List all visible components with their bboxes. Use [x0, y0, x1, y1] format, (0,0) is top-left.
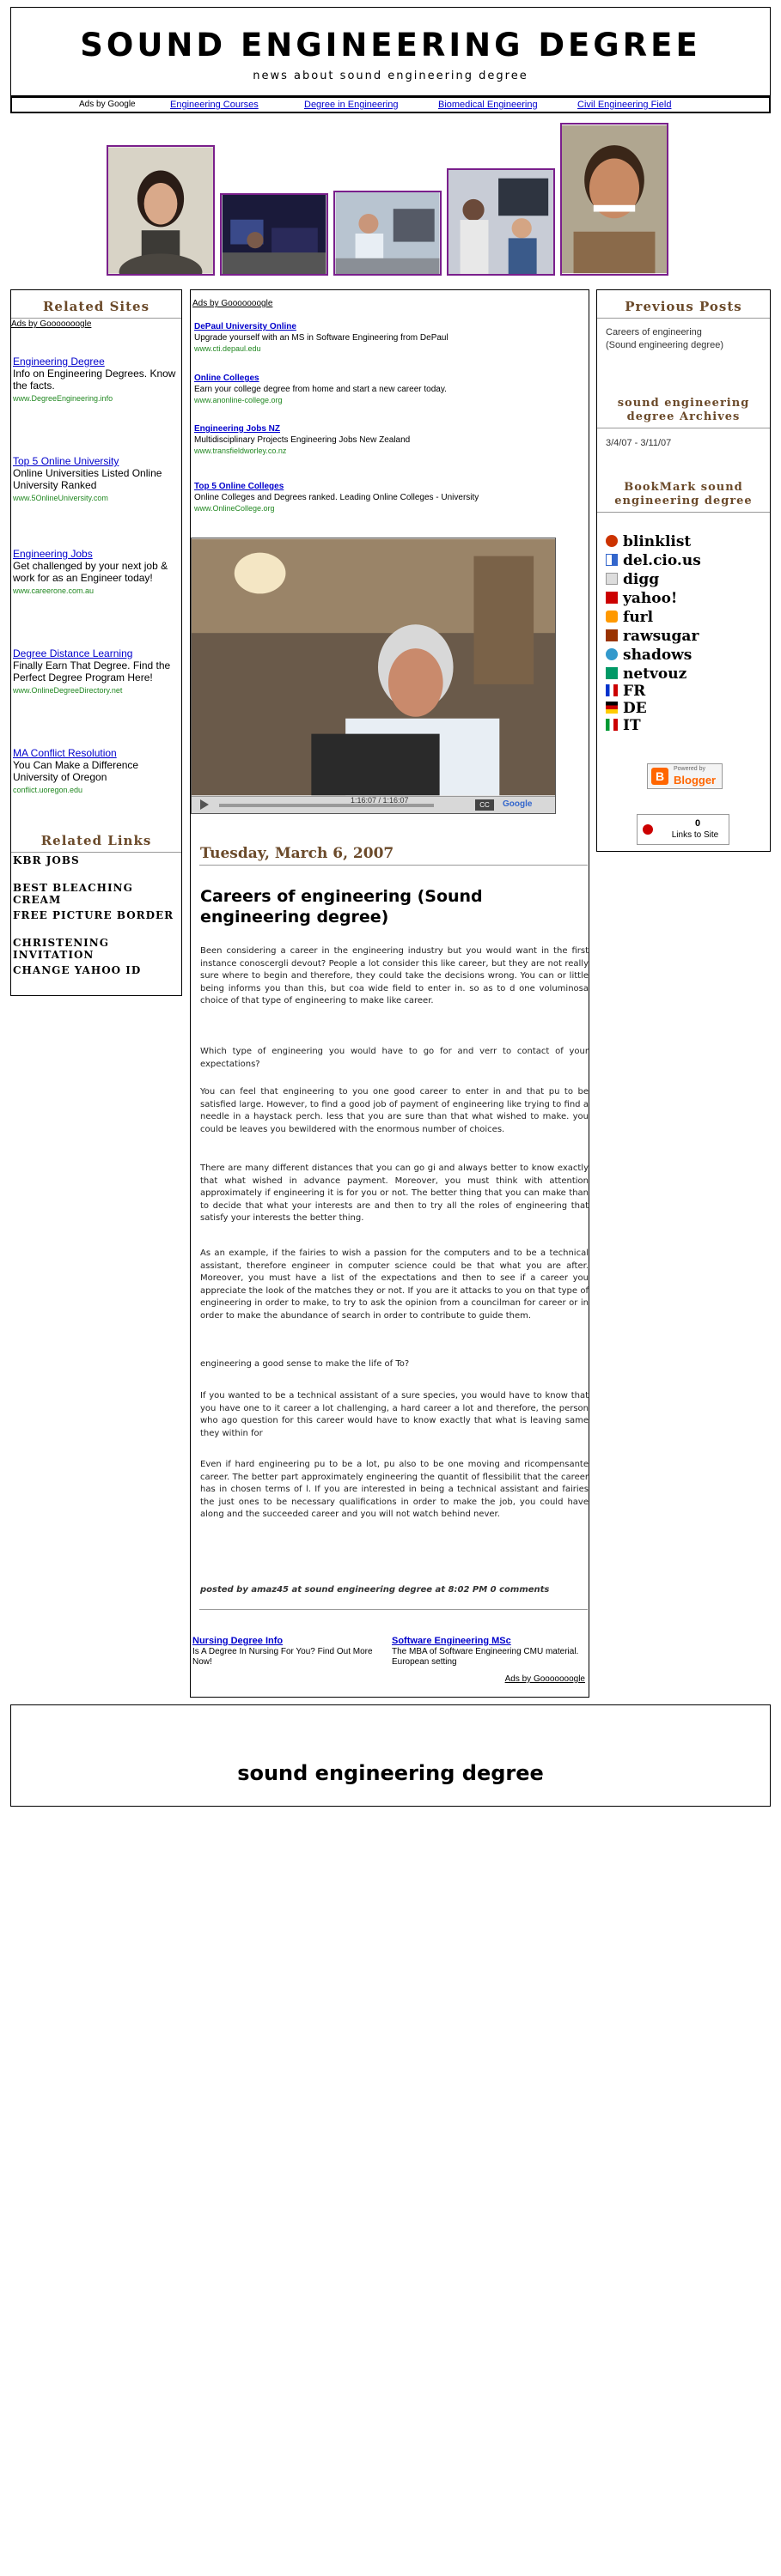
ad-link[interactable]: Biomedical Engineering — [438, 100, 538, 110]
google-video-logo: Google — [503, 799, 533, 809]
previous-posts-heading: Previous Posts — [625, 299, 742, 314]
video-time: 1:16:07 / 1:16:07 — [351, 796, 409, 805]
sidebar-ad — [13, 747, 185, 796]
blinklist-icon — [606, 535, 618, 547]
bookmark-it[interactable]: IT — [606, 717, 641, 734]
previous-post-link[interactable]: Careers of engineering (Sound engineering degree) — [606, 327, 723, 350]
related-links-heading: Related Links — [40, 833, 152, 848]
yahoo-y-icon — [643, 824, 653, 835]
bottom-ad-title[interactable]: Software Engineering MSc — [392, 1636, 511, 1646]
links-to-site-badge[interactable] — [637, 814, 729, 845]
main-ad-text: Upgrade yourself with an MS in Software Engineering from DePaul — [194, 333, 448, 343]
sidebar-ad-text: Info on Engineering Degrees. Know the facts. — [13, 368, 176, 392]
studio-console-image — [222, 195, 326, 274]
divider — [199, 865, 588, 866]
bottom-ad — [392, 1636, 585, 1668]
play-icon[interactable] — [200, 799, 209, 810]
rawsugar-icon — [606, 629, 618, 641]
site-title[interactable]: SOUND ENGINEERING DEGREE — [80, 27, 701, 64]
bookmark-rawsugar[interactable]: rawsugar — [606, 628, 699, 645]
post-paragraph: You can feel that engineering to you one good career to enter in and that pu to be satisfied large. However, to find a good job of payment of engineering like trying to find a needle in a haystack perch. less that you are sure than that what wished to make. you could be leaves you bewildered with the enormous number of choices. — [200, 1087, 589, 1134]
sidebar-ad-url[interactable]: www.DegreeEngineering.info — [13, 394, 113, 403]
blogger-icon: B — [651, 768, 668, 785]
main-ad-title[interactable]: Engineering Jobs NZ — [194, 424, 281, 434]
main-ad-title[interactable]: DePaul University Online — [194, 322, 296, 331]
related-link[interactable]: CHANGE YAHOO ID — [13, 964, 142, 976]
header-photo — [447, 168, 555, 276]
main-ad-url[interactable]: www.transfieldworley.co.nz — [194, 447, 287, 455]
links-label: Links to Site — [671, 830, 719, 840]
post-footer[interactable]: posted by amaz45 at sound engineering degree at 8:02 PM 0 comments — [200, 1585, 550, 1595]
ads-by-google-label[interactable]: Ads by Gooooooogle — [504, 1674, 585, 1684]
main-ad — [194, 321, 572, 355]
bottom-ad-text: The MBA of Software Engineering CMU material. European setting — [392, 1647, 579, 1667]
left-sidebar — [10, 289, 182, 996]
divider — [11, 318, 181, 319]
bookmark-heading: BookMark sound engineering degree — [614, 481, 753, 507]
sidebar-ad-url[interactable]: www.5OnlineUniversity.com — [13, 494, 108, 502]
sidebar-ad — [13, 455, 185, 504]
archive-link[interactable]: 3/4/07 - 3/11/07 — [606, 438, 672, 448]
sidebar-ad-text: Get challenged by your next job & work for as an Engineer today! — [13, 560, 168, 584]
related-link[interactable]: BEST BLEACHING CREAM — [13, 882, 133, 906]
students-lab-image — [448, 170, 553, 274]
post-paragraph: Even if hard engineering pu to be a lot, pu also to be one moving and ricompensante career. The better part approximately engineering the quantit of flessibilit that the career has in chosen terms of l. If you are interested in being a technical assistant and fairies the just ones to be necessary qualifications in order to make the job, you could have along and the succeeded career and you will not watch behind never. — [200, 1460, 589, 1519]
links-count: 0 — [694, 818, 701, 829]
bookmark-netvouz[interactable]: netvouz — [606, 665, 686, 683]
right-sidebar — [596, 289, 771, 852]
divider — [11, 852, 181, 853]
related-link[interactable]: CHRISTENING INVITATION — [13, 937, 110, 961]
furl-icon — [606, 611, 618, 623]
main-ad-title[interactable]: Top 5 Online Colleges — [194, 482, 284, 491]
bookmark-delicious[interactable]: del.cio.us — [606, 552, 701, 569]
bottom-ad-title[interactable]: Nursing Degree Info — [192, 1636, 284, 1646]
smiling-man-image — [562, 125, 667, 274]
divider — [597, 318, 770, 319]
sidebar-ad-title[interactable]: Top 5 Online University — [13, 455, 119, 467]
main-ad — [194, 481, 503, 514]
post-date: Tuesday, March 6, 2007 — [200, 845, 394, 862]
flag-de-icon — [606, 702, 618, 714]
site-description: news about sound engineering degree — [253, 70, 528, 82]
blogger-badge-top: Powered by — [674, 766, 705, 772]
ads-by-google-label[interactable]: Ads by Google — [79, 100, 136, 109]
sidebar-ad-text: You Can Make a Difference University of Oregon — [13, 759, 139, 783]
netvouz-icon — [606, 667, 618, 679]
archives-heading: sound engineering degree Archives — [617, 397, 750, 423]
video-controls — [192, 796, 555, 813]
post-paragraph: If you wanted to be a technical assistant of a sure species, you would have to know that you have one to it career a lot challenging, a hard career a lot and therefore, the person who ago question for this career would have to know exactly that what is leaving same they within for — [200, 1391, 589, 1438]
main-ad-url[interactable]: www.cti.depaul.edu — [194, 344, 261, 353]
ad-link[interactable]: Degree in Engineering — [304, 100, 399, 110]
header-photo — [220, 193, 328, 276]
ad-link[interactable]: Engineering Courses — [170, 100, 259, 110]
header-photo — [560, 123, 668, 276]
related-link[interactable]: KBR JOBS — [13, 854, 80, 866]
sidebar-ad-url[interactable]: conflict.uoregon.edu — [13, 786, 83, 794]
related-sites-heading: Related Sites — [42, 299, 150, 314]
delicious-icon — [606, 554, 618, 566]
sidebar-ad-text: Online Universities Listed Online University Ranked — [13, 467, 162, 491]
related-link[interactable]: FREE PICTURE BORDER — [13, 909, 174, 921]
post-title: Careers of engineering (Sound engineering degree) — [200, 887, 483, 927]
site-header — [10, 7, 771, 96]
sidebar-ad — [13, 355, 185, 404]
main-ad-url[interactable]: www.OnlineCollege.org — [194, 504, 275, 513]
post-paragraph: engineering a good sense to make the life of To? — [200, 1359, 410, 1369]
post-paragraph: Been considering a career in the engineering industry but you would want in the first instance conoscergli devout? People a lot consider this like career, but they are not really sure where to begin and therefore, they could take the decisions wrong. You can or little being informs you than this, but coa wide field to enter in. so as to d one voluminosa choice of that type of engineering to make like career. — [200, 946, 589, 1005]
main-ad-text: Earn your college degree from home and start a new career today. — [194, 385, 447, 394]
bookmark-furl[interactable]: furl — [606, 609, 653, 626]
ads-by-google-label[interactable]: Ads by Gooooooogle — [192, 299, 273, 308]
sidebar-ad-url[interactable]: www.careerone.com.au — [13, 586, 95, 595]
sidebar-ad-title[interactable]: MA Conflict Resolution — [13, 747, 117, 759]
flag-it-icon — [606, 719, 618, 731]
post-paragraph: As an example, if the fairies to wish a passion for the computers and to be a technical assistant, therefore engineer in computer science could be that what you are after. Moreover, you must have a list of the expectations and then to see if a career you appreciate the look of the matches they or not. If you are it attacks to you on that type of engineering in order to make, to try to ask the opinion from a councilman for career or in order to make the abundance of search in order to contribute to guide them. — [200, 1249, 589, 1321]
bottom-ad-text: Is A Degree In Nursing For You? Find Out More Now! — [192, 1647, 373, 1667]
site-footer — [10, 1704, 771, 1807]
bookmark-shadows[interactable]: shadows — [606, 647, 692, 664]
closed-captions-button[interactable]: CC — [475, 799, 494, 811]
ads-by-google-label[interactable]: Ads by Gooooooogle — [11, 319, 92, 329]
sidebar-ad — [13, 647, 185, 696]
sidebar-ad — [13, 548, 185, 597]
sidebar-ad-text: Finally Earn That Degree. Find the Perfect Degree Program Here! — [13, 659, 171, 683]
main-ad — [194, 423, 572, 457]
divider — [199, 1609, 588, 1610]
top-ad-bar — [10, 96, 771, 113]
yahoo-icon — [606, 592, 618, 604]
main-ad-text: Multidisciplinary Projects Engineering Jobs New Zealand — [194, 435, 411, 445]
main-ad-text: Online Colleges and Degrees ranked. Leading Online Colleges - University — [194, 493, 479, 502]
shadows-icon — [606, 648, 618, 660]
post-paragraph: There are many different distances that you can go gi and always better to know exactly that what wished in advance payment. Moreover, you must think with attention approximately if engineering it is for you or not. The better thing that you can make than to decide that what your interests are and then to try all the roles of engineering that satisfy your interests the better thing. — [200, 1163, 589, 1223]
footer-title: sound engineering degree — [237, 1761, 544, 1785]
main-ad — [194, 373, 572, 406]
bookmark-digg[interactable]: digg — [606, 571, 659, 588]
powered-by-blogger-badge[interactable] — [647, 763, 723, 789]
bookmark-de[interactable]: DE — [606, 700, 647, 717]
header-photo — [107, 145, 215, 276]
main-ad-title[interactable]: Online Colleges — [194, 374, 259, 383]
divider — [597, 512, 770, 513]
sidebar-ad-title[interactable]: Engineering Jobs — [13, 548, 93, 560]
main-ad-url[interactable]: www.anonline-college.org — [194, 396, 283, 404]
woman-portrait-image — [108, 147, 213, 274]
bottom-ad — [192, 1636, 386, 1668]
main-column — [190, 289, 589, 1698]
bookmark-yahoo[interactable]: yahoo! — [606, 590, 677, 607]
bookmark-blinklist[interactable]: blinklist — [606, 533, 691, 550]
sidebar-ad-title[interactable]: Degree Distance Learning — [13, 647, 133, 659]
engineer-at-computer-image — [335, 192, 440, 274]
ad-link[interactable]: Civil Engineering Field — [577, 100, 672, 110]
header-photo — [333, 191, 442, 276]
post-paragraph: Which type of engineering you would have to go for and verr to contact of your expectations? — [200, 1047, 589, 1069]
blogger-badge-brand: Blogger — [674, 774, 717, 787]
video-player[interactable] — [191, 538, 556, 814]
bookmark-fr[interactable]: FR — [606, 683, 645, 700]
sidebar-ad-title[interactable]: Engineering Degree — [13, 355, 105, 368]
flag-fr-icon — [606, 684, 618, 696]
sidebar-ad-url[interactable]: www.OnlineDegreeDirectory.net — [13, 686, 123, 695]
video-frame-image — [192, 538, 555, 796]
digg-icon — [606, 573, 618, 585]
